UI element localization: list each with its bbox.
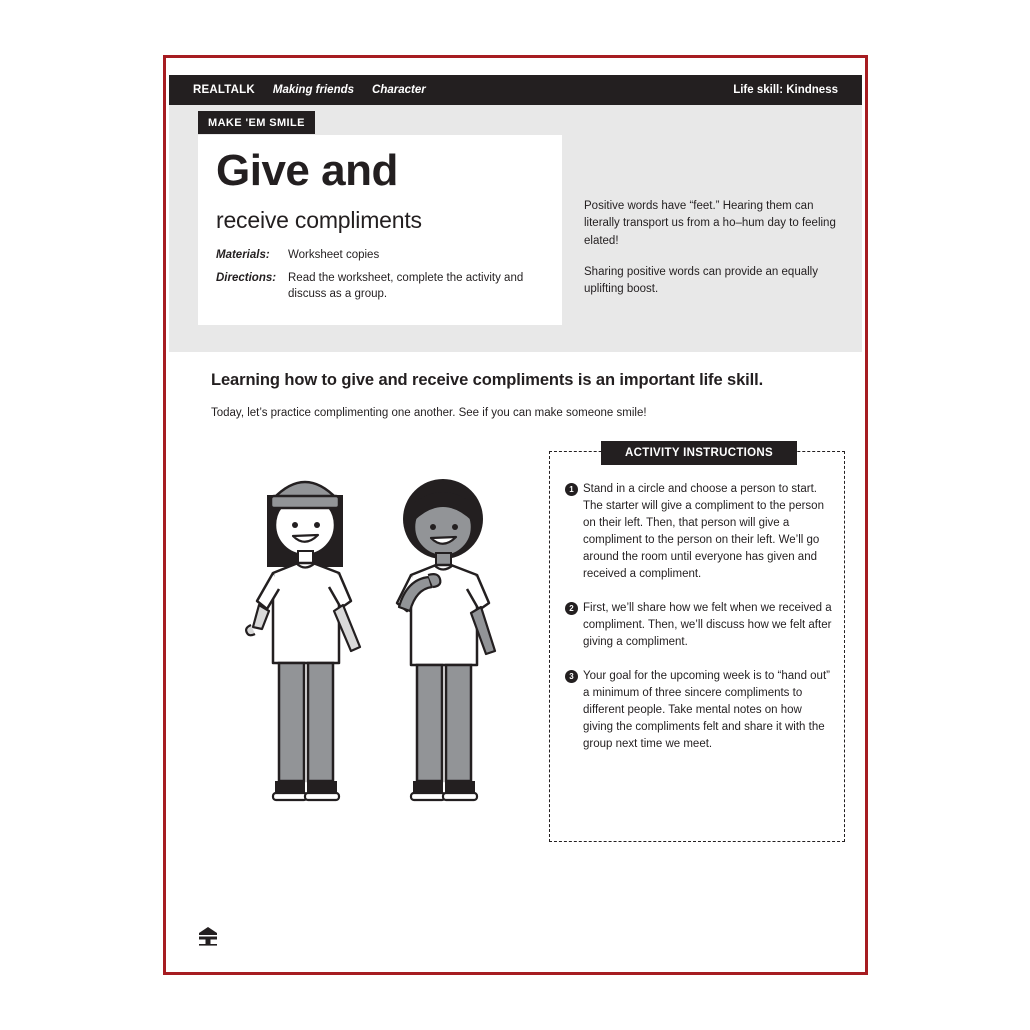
directions-value: Read the worksheet, complete the activity and discuss as a group. <box>288 271 524 301</box>
page-title: Give and <box>216 146 398 195</box>
header-note-paragraph-1: Positive words have “feet.” Hearing them can literally transport us from a ho–hum day to feeling elated! <box>584 200 836 247</box>
materials-label: Materials: <box>216 249 270 261</box>
list-item <box>565 481 835 583</box>
step-text: First, we’ll share how we felt when we received a compliment. Then, we’ll discuss how we felt after giving a compliment. <box>583 602 832 649</box>
page-subtitle: receive compliments <box>216 207 422 233</box>
step-number-badge: 3 <box>565 670 578 683</box>
header-panel <box>169 105 862 352</box>
breadcrumb-category: Character <box>372 84 426 96</box>
illustration-two-kids <box>229 441 559 831</box>
footer-logo-icon <box>197 925 219 947</box>
step-number <box>565 602 583 615</box>
meta-row-materials <box>216 247 550 264</box>
list-item <box>565 668 835 753</box>
header-note <box>584 198 849 312</box>
step-text: Stand in a circle and choose a person to start. The starter will give a compliment to the person on their left. Then, that person will give a compliment to the person on their left. We’ll go around the room until everyone has given and received a compliment. <box>583 483 824 581</box>
materials-value: Worksheet copies <box>288 249 380 261</box>
step-number <box>565 670 583 683</box>
worksheet-content <box>169 61 862 969</box>
activity-instructions-title: ACTIVITY INSTRUCTIONS <box>601 441 797 465</box>
breadcrumb <box>193 84 426 96</box>
activity-steps <box>565 481 835 770</box>
body-subline: Today, let’s practice complimenting one another. See if you can make someone smile! <box>211 407 647 419</box>
step-number-badge: 1 <box>565 483 578 496</box>
meta-row-directions <box>216 270 550 303</box>
section-tag: MAKE 'EM SMILE <box>198 111 315 134</box>
worksheet-sheet <box>163 55 868 975</box>
step-text: Your goal for the upcoming week is to “hand out” a minimum of three sincere compliments to different people. Take mental notes on how giving the compliments felt and share it with the group next time we meet. <box>583 670 830 751</box>
body-headline: Learning how to give and receive compliments is an important life skill. <box>211 371 764 389</box>
meta-list <box>216 247 550 309</box>
title-card <box>198 135 562 325</box>
step-number-badge: 2 <box>565 602 578 615</box>
list-item <box>565 600 835 651</box>
brand-label: REALTALK <box>193 84 255 96</box>
life-skill-label: Life skill: Kindness <box>733 84 838 96</box>
header-note-paragraph-2: Sharing positive words can provide an equally uplifting boost. <box>584 265 818 295</box>
directions-label: Directions: <box>216 271 277 284</box>
step-number <box>565 483 583 496</box>
breadcrumb-topic: Making friends <box>272 84 355 96</box>
header-bar <box>169 75 862 105</box>
